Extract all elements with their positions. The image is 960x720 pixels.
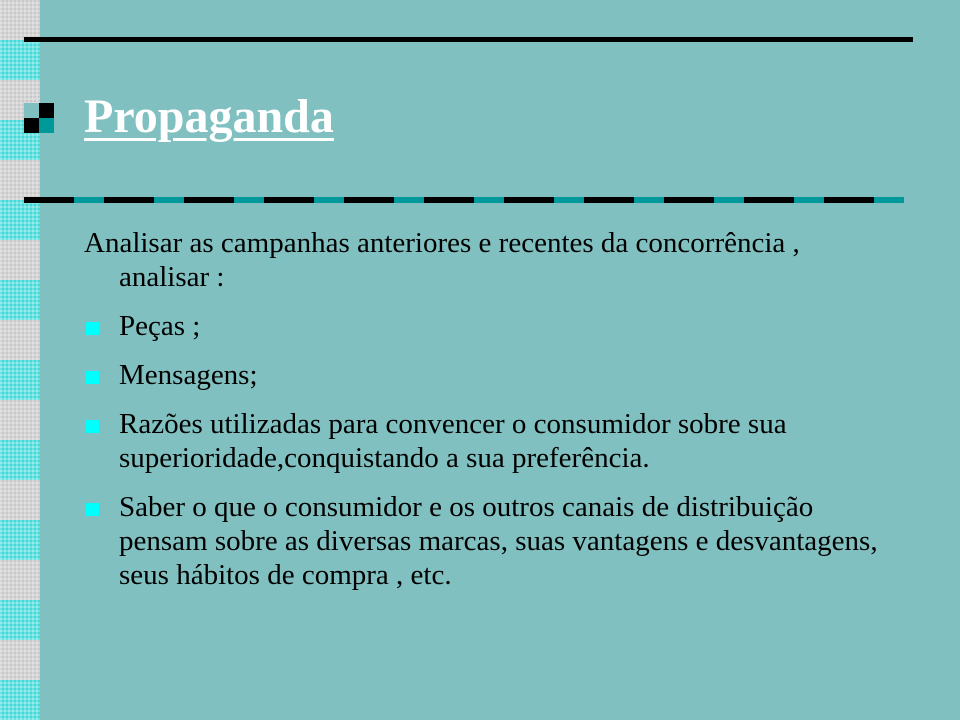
- list-item: [84, 309, 884, 343]
- list-item-text: Razões utilizadas para convencer o consumidor sobre sua superioridade,conquistando a sua preferência.: [119, 408, 787, 474]
- top-rule: [24, 37, 913, 42]
- list-item-text: Mensagens;: [119, 359, 258, 391]
- square-bullet-icon: [86, 503, 99, 516]
- slide-title: Propaganda: [84, 90, 334, 143]
- square-bullet-icon: [86, 420, 99, 433]
- list-item: [84, 358, 884, 392]
- bullet-list: [84, 309, 884, 592]
- slide-body: [84, 226, 884, 592]
- list-item: [84, 407, 884, 475]
- list-item: [84, 490, 884, 592]
- intro-paragraph: Analisar as campanhas anteriores e recentes da concorrência , analisar :: [84, 227, 800, 293]
- square-bullet-icon: [86, 322, 99, 335]
- list-item-text: Saber o que o consumidor e os outros canais de distribuição pensam sobre as diversas marcas, suas vantagens e desvantagens, seus hábitos de compra , etc.: [119, 491, 878, 591]
- checkered-square-icon: [24, 103, 54, 133]
- list-item-text: Peças ;: [119, 310, 201, 342]
- dashed-divider: [24, 197, 904, 203]
- square-bullet-icon: [86, 371, 99, 384]
